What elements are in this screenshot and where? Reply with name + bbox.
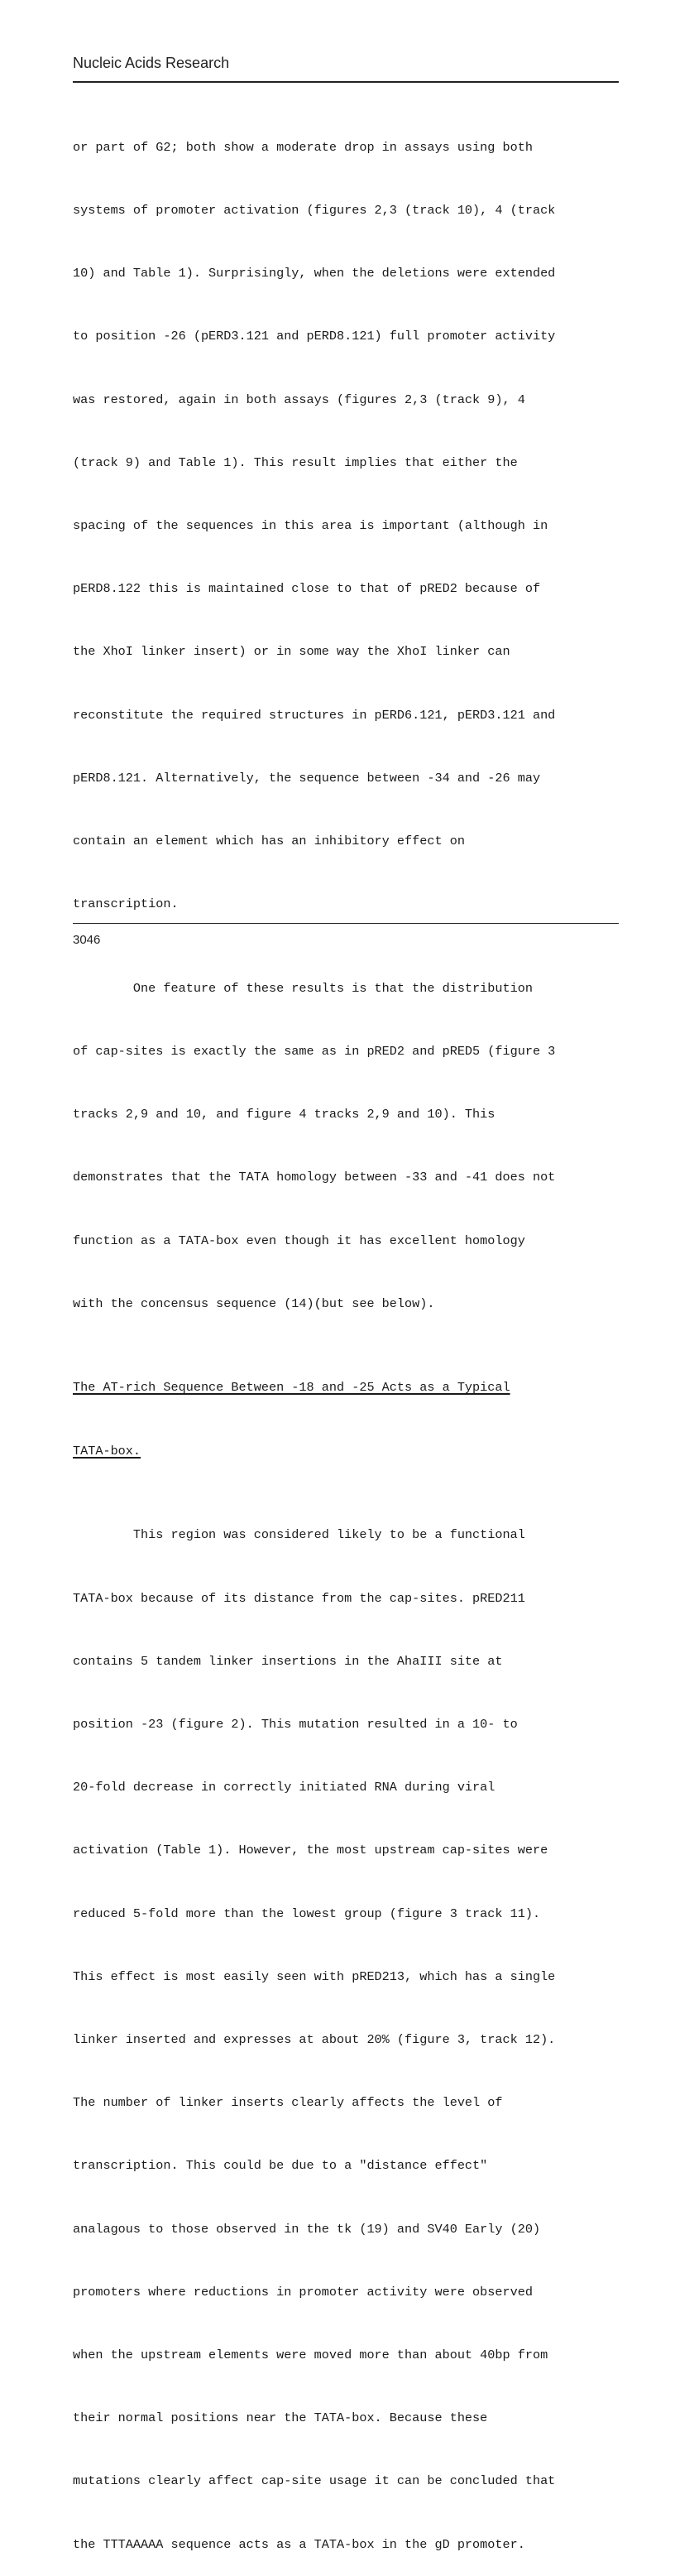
article-body bbox=[73, 95, 623, 2576]
body-line: linker inserted and expresses at about 20% (figure 3, track 12). bbox=[73, 2031, 556, 2047]
body-line: the TTTAAAAA sequence acts as a TATA-box in the gD promoter. bbox=[73, 2536, 525, 2552]
section-heading: TATA-box. bbox=[73, 1443, 141, 1459]
body-line: was restored, again in both assays (figures 2,3 (track 9), 4 bbox=[73, 392, 525, 407]
header-rule bbox=[73, 81, 619, 83]
body-line: analagous to those observed in the tk (19) and SV40 Early (20) bbox=[73, 2221, 541, 2237]
body-line: contains 5 tandem linker insertions in the AhaIII site at bbox=[73, 1653, 503, 1669]
body-line: pERD8.121. Alternatively, the sequence between -34 and -26 may bbox=[73, 770, 541, 786]
body-line: 10) and Table 1). Surprisingly, when the deletions were extended bbox=[73, 266, 556, 281]
body-line: demonstrates that the TATA homology between -33 and -41 does not bbox=[73, 1170, 556, 1185]
body-line: TATA-box because of its distance from the cap-sites. pRED211 bbox=[73, 1590, 525, 1606]
body-line: pERD8.122 this is maintained close to that of pRED2 because of bbox=[73, 581, 541, 597]
body-line: their normal positions near the TATA-box. Because these bbox=[73, 2410, 488, 2426]
body-line: This effect is most easily seen with pRED213, which has a single bbox=[73, 1968, 556, 1984]
body-line: (track 9) and Table 1). This result implies that either the bbox=[73, 454, 518, 470]
body-line: or part of G2; both show a moderate drop in assays using both bbox=[73, 139, 533, 155]
body-line: to position -26 (pERD3.121 and pERD8.121) full promoter activity bbox=[73, 329, 556, 344]
body-line: mutations clearly affect cap-site usage it can be concluded that bbox=[73, 2473, 556, 2489]
body-line: of cap-sites is exactly the same as in pRED2 and pRED5 (figure 3 bbox=[73, 1044, 556, 1060]
body-line: position -23 (figure 2). This mutation resulted in a 10- to bbox=[73, 1716, 518, 1732]
body-line: contain an element which has an inhibitory effect on bbox=[73, 834, 465, 849]
body-line: tracks 2,9 and 10, and figure 4 tracks 2,9 and 10). This bbox=[73, 1107, 495, 1122]
body-line: spacing of the sequences in this area is important (although in bbox=[73, 518, 548, 534]
journal-title: Nucleic Acids Research bbox=[73, 55, 230, 71]
page-number: 3046 bbox=[73, 933, 101, 947]
body-line: This region was considered likely to be a functional bbox=[73, 1527, 525, 1543]
body-line: reconstitute the required structures in pERD6.121, pERD3.121 and bbox=[73, 707, 556, 723]
body-line: promoters where reductions in promoter activity were observed bbox=[73, 2284, 533, 2300]
body-line: systems of promoter activation (figures 2,3 (track 10), 4 (track bbox=[73, 203, 556, 219]
body-line: with the concensus sequence (14)(but see below). bbox=[73, 1295, 435, 1311]
section-heading: The AT-rich Sequence Between -18 and -25 Acts as a Typical bbox=[73, 1380, 510, 1396]
body-line: The number of linker inserts clearly affects the level of bbox=[73, 2095, 503, 2111]
body-line: transcription. This could be due to a "distance effect" bbox=[73, 2158, 488, 2174]
body-line: function as a TATA-box even though it has excellent homology bbox=[73, 1233, 525, 1248]
body-line: 20-fold decrease in correctly initiated RNA during viral bbox=[73, 1780, 495, 1795]
footer-rule bbox=[73, 923, 619, 924]
body-line: One feature of these results is that the distribution bbox=[73, 980, 533, 996]
body-line: transcription. bbox=[73, 896, 179, 912]
body-line: activation (Table 1). However, the most upstream cap-sites were bbox=[73, 1843, 548, 1858]
body-line: reduced 5-fold more than the lowest group (figure 3 track 11). bbox=[73, 1906, 541, 1921]
body-line: the XhoI linker insert) or in some way the XhoI linker can bbox=[73, 644, 510, 660]
body-line: when the upstream elements were moved more than about 40bp from bbox=[73, 2347, 548, 2362]
